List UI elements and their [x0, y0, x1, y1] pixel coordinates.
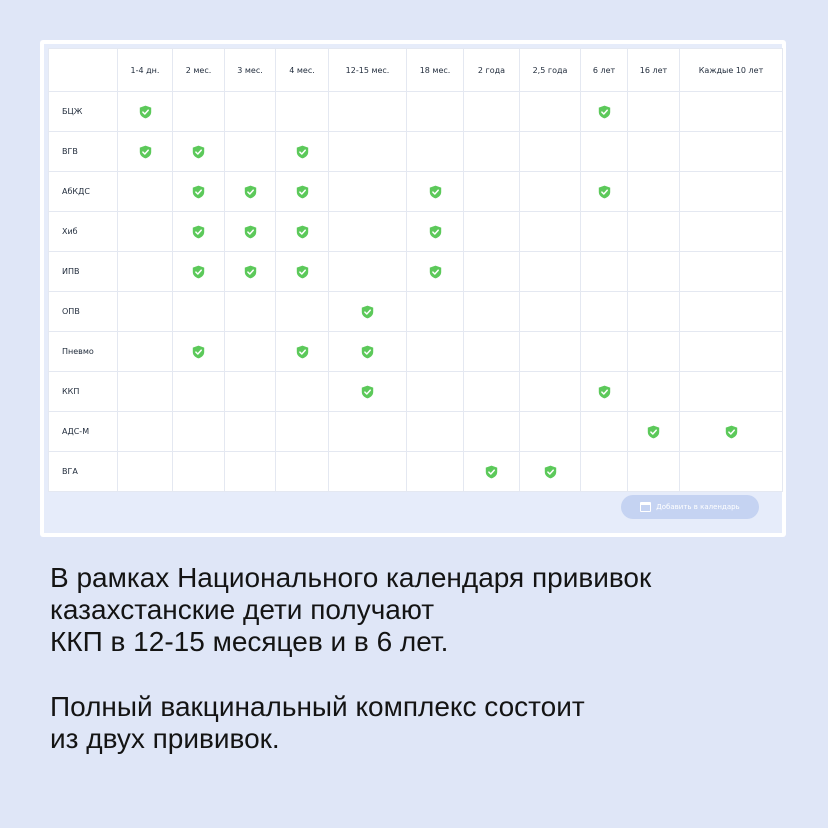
schedule-cell [407, 212, 464, 252]
schedule-cell [329, 92, 407, 132]
schedule-cell [628, 132, 680, 172]
schedule-cell [628, 412, 680, 452]
shield-check-icon [139, 105, 152, 119]
schedule-cell [628, 212, 680, 252]
schedule-cell [464, 452, 520, 492]
schedule-cell [173, 452, 225, 492]
schedule-cell [464, 292, 520, 332]
schedule-cell [581, 372, 628, 412]
schedule-cell [173, 412, 225, 452]
schedule-cell [118, 452, 173, 492]
schedule-cell [173, 92, 225, 132]
schedule-cell [581, 212, 628, 252]
column-header: 2 мес. [173, 49, 225, 92]
schedule-cell [407, 252, 464, 292]
shield-check-icon [361, 305, 374, 319]
schedule-cell [118, 212, 173, 252]
schedule-cell [225, 252, 276, 292]
schedule-cell [680, 412, 783, 452]
vaccine-name: ВГА [49, 452, 118, 492]
schedule-cell [581, 252, 628, 292]
schedule-cell [407, 92, 464, 132]
schedule-cell [520, 292, 581, 332]
schedule-cell [520, 372, 581, 412]
schedule-cell [628, 332, 680, 372]
schedule-cell [225, 292, 276, 332]
shield-check-icon [598, 385, 611, 399]
column-header: 6 лет [581, 49, 628, 92]
column-header: Каждые 10 лет [680, 49, 783, 92]
schedule-cell [329, 372, 407, 412]
schedule-cell [680, 212, 783, 252]
schedule-cell [225, 412, 276, 452]
schedule-cell [276, 332, 329, 372]
shield-check-icon [598, 185, 611, 199]
schedule-cell [407, 452, 464, 492]
column-header: 2,5 года [520, 49, 581, 92]
column-header: 2 года [464, 49, 520, 92]
schedule-cell [118, 172, 173, 212]
schedule-cell [276, 92, 329, 132]
schedule-cell [680, 132, 783, 172]
table-row [49, 212, 783, 252]
schedule-cell [581, 452, 628, 492]
schedule-cell [407, 372, 464, 412]
schedule-cell [329, 172, 407, 212]
schedule-cell [118, 372, 173, 412]
schedule-cell [520, 412, 581, 452]
table-row [49, 372, 783, 412]
schedule-cell [118, 332, 173, 372]
schedule-cell [581, 332, 628, 372]
schedule-cell [329, 212, 407, 252]
schedule-cell [520, 452, 581, 492]
schedule-cell [173, 172, 225, 212]
caption-line: В рамках Национального календаря прививок [50, 562, 652, 593]
schedule-cell [680, 172, 783, 212]
shield-check-icon [429, 185, 442, 199]
schedule-cell [680, 452, 783, 492]
table-row [49, 412, 783, 452]
schedule-cell [680, 252, 783, 292]
schedule-cell [173, 372, 225, 412]
schedule-cell [276, 172, 329, 212]
column-header: 16 лет [628, 49, 680, 92]
schedule-cell [464, 372, 520, 412]
schedule-cell [225, 132, 276, 172]
vaccine-name: БЦЖ [49, 92, 118, 132]
schedule-cell [628, 292, 680, 332]
schedule-cell [173, 212, 225, 252]
schedule-cell [329, 412, 407, 452]
column-header: 12-15 мес. [329, 49, 407, 92]
schedule-cell [628, 92, 680, 132]
schedule-cell [520, 132, 581, 172]
schedule-cell [276, 452, 329, 492]
schedule-panel [44, 44, 782, 533]
table-row [49, 172, 783, 212]
table-row [49, 452, 783, 492]
schedule-cell [329, 452, 407, 492]
schedule-cell [173, 252, 225, 292]
shield-check-icon [192, 265, 205, 279]
schedule-cell [581, 412, 628, 452]
schedule-cell [225, 372, 276, 412]
schedule-cell [520, 252, 581, 292]
vaccination-schedule-table [48, 48, 783, 492]
schedule-cell [118, 412, 173, 452]
schedule-cell [680, 292, 783, 332]
schedule-cell [520, 172, 581, 212]
shield-check-icon [647, 425, 660, 439]
schedule-cell [407, 292, 464, 332]
table-header-row [49, 49, 783, 92]
caption [50, 562, 810, 755]
schedule-cell [118, 92, 173, 132]
schedule-cell [407, 332, 464, 372]
caption-line: ККП в 12-15 месяцев и в 6 лет. [50, 626, 449, 657]
caption-line: из двух прививок. [50, 723, 280, 754]
schedule-cell [329, 252, 407, 292]
schedule-cell [329, 132, 407, 172]
shield-check-icon [244, 225, 257, 239]
vaccine-name: Хиб [49, 212, 118, 252]
schedule-cell [225, 172, 276, 212]
schedule-cell [464, 412, 520, 452]
schedule-card [40, 40, 786, 537]
schedule-cell [628, 372, 680, 412]
shield-check-icon [296, 145, 309, 159]
shield-check-icon [139, 145, 152, 159]
caption-line: Полный вакцинальный комплекс состоит [50, 691, 585, 722]
shield-check-icon [429, 265, 442, 279]
add-to-calendar-button[interactable] [621, 495, 759, 519]
schedule-cell [276, 372, 329, 412]
shield-check-icon [192, 345, 205, 359]
schedule-cell [276, 412, 329, 452]
schedule-cell [225, 332, 276, 372]
schedule-cell [225, 92, 276, 132]
schedule-cell [276, 212, 329, 252]
table-row [49, 132, 783, 172]
column-header: 1-4 дн. [118, 49, 173, 92]
schedule-cell [173, 132, 225, 172]
vaccine-name: Пневмо [49, 332, 118, 372]
shield-check-icon [296, 345, 309, 359]
shield-check-icon [244, 185, 257, 199]
shield-check-icon [296, 185, 309, 199]
header-corner [49, 49, 118, 92]
schedule-cell [464, 252, 520, 292]
shield-check-icon [429, 225, 442, 239]
vaccine-name: ОПВ [49, 292, 118, 332]
vaccine-name: ИПВ [49, 252, 118, 292]
schedule-cell [520, 92, 581, 132]
schedule-cell [680, 372, 783, 412]
table-row [49, 92, 783, 132]
shield-check-icon [544, 465, 557, 479]
shield-check-icon [192, 225, 205, 239]
schedule-cell [581, 172, 628, 212]
shield-check-icon [361, 345, 374, 359]
schedule-cell [329, 292, 407, 332]
caption-line: казахстанские дети получают [50, 594, 435, 625]
column-header: 18 мес. [407, 49, 464, 92]
schedule-cell [118, 132, 173, 172]
schedule-cell [628, 172, 680, 212]
calendar-icon [640, 502, 651, 512]
shield-check-icon [192, 145, 205, 159]
add-to-calendar-label: Добавить в календарь [656, 503, 740, 511]
schedule-cell [407, 132, 464, 172]
table-row [49, 332, 783, 372]
schedule-cell [225, 452, 276, 492]
shield-check-icon [244, 265, 257, 279]
schedule-cell [464, 212, 520, 252]
table-row [49, 292, 783, 332]
vaccine-name: АбКДС [49, 172, 118, 212]
shield-check-icon [485, 465, 498, 479]
schedule-cell [464, 132, 520, 172]
schedule-cell [581, 292, 628, 332]
schedule-cell [118, 292, 173, 332]
column-header: 3 мес. [225, 49, 276, 92]
schedule-cell [173, 332, 225, 372]
shield-check-icon [725, 425, 738, 439]
schedule-cell [407, 412, 464, 452]
vaccine-name: ККП [49, 372, 118, 412]
schedule-cell [329, 332, 407, 372]
schedule-cell [581, 92, 628, 132]
vaccine-name: АДС-М [49, 412, 118, 452]
schedule-cell [680, 332, 783, 372]
shield-check-icon [192, 185, 205, 199]
schedule-cell [581, 132, 628, 172]
schedule-cell [276, 292, 329, 332]
schedule-cell [276, 252, 329, 292]
shield-check-icon [296, 225, 309, 239]
column-header: 4 мес. [276, 49, 329, 92]
schedule-cell [407, 172, 464, 212]
shield-check-icon [296, 265, 309, 279]
schedule-cell [680, 92, 783, 132]
schedule-cell [225, 212, 276, 252]
table-row [49, 252, 783, 292]
schedule-cell [464, 332, 520, 372]
schedule-cell [118, 252, 173, 292]
schedule-cell [628, 252, 680, 292]
schedule-cell [520, 212, 581, 252]
schedule-cell [520, 332, 581, 372]
schedule-cell [628, 452, 680, 492]
schedule-cell [464, 92, 520, 132]
schedule-cell [464, 172, 520, 212]
vaccine-name: ВГВ [49, 132, 118, 172]
shield-check-icon [598, 105, 611, 119]
schedule-cell [173, 292, 225, 332]
shield-check-icon [361, 385, 374, 399]
schedule-cell [276, 132, 329, 172]
